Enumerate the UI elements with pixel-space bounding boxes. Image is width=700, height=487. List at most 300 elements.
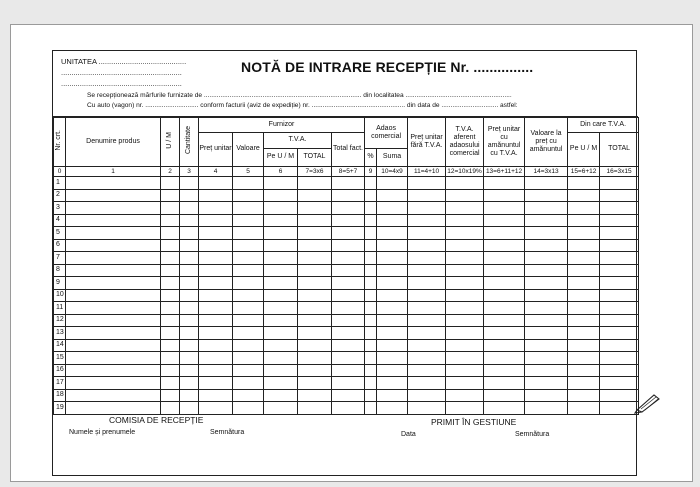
table-cell[interactable] (161, 327, 180, 340)
table-cell[interactable] (446, 389, 484, 402)
table-cell[interactable] (408, 189, 446, 202)
table-cell[interactable] (161, 252, 180, 265)
table-cell[interactable] (264, 364, 298, 377)
table-cell[interactable] (298, 214, 332, 227)
table-cell[interactable] (484, 264, 525, 277)
table-cell[interactable] (180, 252, 199, 265)
table-cell[interactable] (161, 277, 180, 290)
table-cell[interactable] (264, 239, 298, 252)
table-cell[interactable] (600, 364, 639, 377)
table-cell[interactable] (332, 389, 365, 402)
table-cell[interactable] (161, 364, 180, 377)
table-cell[interactable] (377, 202, 408, 215)
table-cell[interactable] (525, 202, 568, 215)
table-cell[interactable] (568, 277, 600, 290)
table-cell[interactable] (66, 302, 161, 315)
table-cell[interactable] (332, 202, 365, 215)
table-cell[interactable] (484, 189, 525, 202)
table-cell[interactable] (180, 352, 199, 365)
table-cell[interactable] (298, 202, 332, 215)
table-cell[interactable] (180, 239, 199, 252)
table-cell[interactable] (66, 352, 161, 365)
table-cell[interactable] (161, 377, 180, 390)
table-cell[interactable] (525, 377, 568, 390)
table-cell[interactable] (332, 377, 365, 390)
table-cell[interactable] (525, 289, 568, 302)
table-cell[interactable] (233, 289, 264, 302)
table-cell[interactable] (365, 302, 377, 315)
table-cell[interactable] (446, 364, 484, 377)
table-cell[interactable] (161, 339, 180, 352)
table-cell[interactable] (332, 227, 365, 240)
table-cell[interactable] (525, 327, 568, 340)
table-cell[interactable] (600, 227, 639, 240)
table-cell[interactable] (233, 264, 264, 277)
table-cell[interactable] (525, 277, 568, 290)
table-cell[interactable] (568, 314, 600, 327)
table-cell[interactable] (600, 214, 639, 227)
table-cell[interactable] (600, 339, 639, 352)
table-cell[interactable] (446, 377, 484, 390)
table-cell[interactable] (377, 277, 408, 290)
table-cell[interactable] (180, 214, 199, 227)
table-cell[interactable] (408, 339, 446, 352)
table-cell[interactable] (525, 339, 568, 352)
table-cell[interactable] (332, 327, 365, 340)
table-cell[interactable] (233, 389, 264, 402)
table-cell[interactable] (408, 302, 446, 315)
table-cell[interactable] (446, 214, 484, 227)
table-cell[interactable] (446, 402, 484, 415)
table-cell[interactable] (600, 264, 639, 277)
table-cell[interactable] (446, 189, 484, 202)
table-cell[interactable] (264, 289, 298, 302)
table-cell[interactable] (600, 177, 639, 190)
table-cell[interactable] (600, 402, 639, 415)
table-cell[interactable] (568, 402, 600, 415)
table-cell[interactable] (377, 402, 408, 415)
table-cell[interactable] (365, 314, 377, 327)
table-cell[interactable] (568, 177, 600, 190)
table-cell[interactable] (525, 352, 568, 365)
table-cell[interactable] (408, 227, 446, 240)
table-cell[interactable] (525, 389, 568, 402)
table-cell[interactable] (365, 177, 377, 190)
table-cell[interactable] (298, 177, 332, 190)
table-cell[interactable] (298, 277, 332, 290)
table-cell[interactable] (264, 277, 298, 290)
table-cell[interactable] (365, 352, 377, 365)
table-cell[interactable] (408, 177, 446, 190)
table-cell[interactable] (377, 252, 408, 265)
table-cell[interactable] (66, 252, 161, 265)
table-cell[interactable] (446, 202, 484, 215)
table-cell[interactable] (298, 239, 332, 252)
table-cell[interactable] (600, 352, 639, 365)
table-cell[interactable] (233, 402, 264, 415)
table-cell[interactable] (161, 389, 180, 402)
table-cell[interactable] (484, 339, 525, 352)
table-cell[interactable] (377, 227, 408, 240)
table-cell[interactable] (180, 277, 199, 290)
table-cell[interactable] (408, 252, 446, 265)
table-cell[interactable] (568, 239, 600, 252)
table-cell[interactable] (66, 402, 161, 415)
table-cell[interactable] (377, 302, 408, 315)
table-cell[interactable] (446, 177, 484, 190)
table-cell[interactable] (568, 352, 600, 365)
table-cell[interactable] (408, 264, 446, 277)
table-cell[interactable] (600, 189, 639, 202)
table-cell[interactable] (484, 227, 525, 240)
table-cell[interactable] (377, 389, 408, 402)
table-cell[interactable] (408, 377, 446, 390)
table-cell[interactable] (332, 289, 365, 302)
table-cell[interactable] (568, 302, 600, 315)
table-cell[interactable] (199, 252, 233, 265)
table-cell[interactable] (298, 189, 332, 202)
table-cell[interactable] (600, 389, 639, 402)
table-cell[interactable] (446, 277, 484, 290)
table-cell[interactable] (365, 189, 377, 202)
table-cell[interactable] (199, 227, 233, 240)
table-cell[interactable] (180, 264, 199, 277)
table-cell[interactable] (264, 377, 298, 390)
table-cell[interactable] (264, 264, 298, 277)
table-cell[interactable] (600, 202, 639, 215)
table-cell[interactable] (298, 327, 332, 340)
table-cell[interactable] (233, 252, 264, 265)
table-cell[interactable] (446, 352, 484, 365)
table-cell[interactable] (199, 364, 233, 377)
table-cell[interactable] (600, 289, 639, 302)
table-cell[interactable] (233, 214, 264, 227)
table-cell[interactable] (233, 327, 264, 340)
table-cell[interactable] (377, 339, 408, 352)
table-cell[interactable] (377, 289, 408, 302)
table-cell[interactable] (66, 277, 161, 290)
table-cell[interactable] (332, 214, 365, 227)
table-cell[interactable] (365, 277, 377, 290)
table-cell[interactable] (484, 364, 525, 377)
table-cell[interactable] (298, 314, 332, 327)
table-cell[interactable] (525, 189, 568, 202)
table-cell[interactable] (600, 314, 639, 327)
table-cell[interactable] (66, 189, 161, 202)
table-cell[interactable] (180, 364, 199, 377)
table-cell[interactable] (66, 389, 161, 402)
table-cell[interactable] (233, 339, 264, 352)
table-cell[interactable] (298, 389, 332, 402)
table-cell[interactable] (199, 239, 233, 252)
table-cell[interactable] (233, 364, 264, 377)
table-cell[interactable] (161, 289, 180, 302)
table-cell[interactable] (66, 364, 161, 377)
table-cell[interactable] (161, 314, 180, 327)
table-cell[interactable] (233, 377, 264, 390)
table-cell[interactable] (484, 239, 525, 252)
table-cell[interactable] (365, 402, 377, 415)
table-cell[interactable] (332, 402, 365, 415)
table-cell[interactable] (408, 402, 446, 415)
table-cell[interactable] (66, 377, 161, 390)
table-cell[interactable] (66, 289, 161, 302)
table-cell[interactable] (233, 314, 264, 327)
table-cell[interactable] (161, 402, 180, 415)
table-cell[interactable] (568, 214, 600, 227)
table-cell[interactable] (161, 227, 180, 240)
table-cell[interactable] (484, 302, 525, 315)
table-cell[interactable] (66, 227, 161, 240)
table-cell[interactable] (377, 264, 408, 277)
table-cell[interactable] (66, 314, 161, 327)
table-cell[interactable] (199, 277, 233, 290)
table-cell[interactable] (233, 227, 264, 240)
table-cell[interactable] (66, 264, 161, 277)
table-cell[interactable] (446, 302, 484, 315)
table-cell[interactable] (199, 314, 233, 327)
table-cell[interactable] (199, 202, 233, 215)
table-cell[interactable] (298, 302, 332, 315)
table-cell[interactable] (180, 339, 199, 352)
table-cell[interactable] (446, 339, 484, 352)
table-cell[interactable] (298, 289, 332, 302)
table-cell[interactable] (199, 327, 233, 340)
table-cell[interactable] (264, 402, 298, 415)
table-cell[interactable] (332, 302, 365, 315)
table-cell[interactable] (377, 214, 408, 227)
table-cell[interactable] (600, 327, 639, 340)
table-cell[interactable] (199, 389, 233, 402)
table-cell[interactable] (233, 352, 264, 365)
table-cell[interactable] (332, 189, 365, 202)
table-cell[interactable] (298, 264, 332, 277)
table-cell[interactable] (408, 202, 446, 215)
table-cell[interactable] (446, 289, 484, 302)
table-cell[interactable] (66, 177, 161, 190)
table-cell[interactable] (199, 189, 233, 202)
table-cell[interactable] (600, 252, 639, 265)
table-cell[interactable] (199, 377, 233, 390)
table-cell[interactable] (180, 202, 199, 215)
table-cell[interactable] (484, 214, 525, 227)
table-cell[interactable] (484, 402, 525, 415)
table-cell[interactable] (233, 189, 264, 202)
table-cell[interactable] (525, 214, 568, 227)
table-cell[interactable] (199, 214, 233, 227)
table-cell[interactable] (332, 352, 365, 365)
table-cell[interactable] (264, 339, 298, 352)
table-cell[interactable] (408, 314, 446, 327)
table-cell[interactable] (525, 364, 568, 377)
table-cell[interactable] (199, 177, 233, 190)
table-cell[interactable] (180, 227, 199, 240)
table-cell[interactable] (408, 214, 446, 227)
table-cell[interactable] (446, 227, 484, 240)
table-cell[interactable] (568, 339, 600, 352)
table-cell[interactable] (408, 389, 446, 402)
table-cell[interactable] (568, 264, 600, 277)
table-cell[interactable] (332, 252, 365, 265)
table-cell[interactable] (525, 239, 568, 252)
table-cell[interactable] (484, 352, 525, 365)
table-cell[interactable] (180, 327, 199, 340)
table-cell[interactable] (525, 252, 568, 265)
table-cell[interactable] (180, 189, 199, 202)
table-cell[interactable] (568, 364, 600, 377)
table-cell[interactable] (377, 364, 408, 377)
table-cell[interactable] (365, 264, 377, 277)
table-cell[interactable] (332, 177, 365, 190)
table-cell[interactable] (525, 302, 568, 315)
table-cell[interactable] (365, 339, 377, 352)
table-cell[interactable] (408, 364, 446, 377)
table-cell[interactable] (264, 352, 298, 365)
table-cell[interactable] (161, 264, 180, 277)
table-cell[interactable] (264, 202, 298, 215)
table-cell[interactable] (298, 227, 332, 240)
table-cell[interactable] (199, 264, 233, 277)
table-cell[interactable] (233, 302, 264, 315)
table-cell[interactable] (365, 377, 377, 390)
table-cell[interactable] (377, 189, 408, 202)
table-cell[interactable] (484, 377, 525, 390)
table-cell[interactable] (298, 377, 332, 390)
table-cell[interactable] (408, 327, 446, 340)
table-cell[interactable] (408, 239, 446, 252)
table-cell[interactable] (525, 264, 568, 277)
table-cell[interactable] (446, 327, 484, 340)
table-cell[interactable] (600, 239, 639, 252)
table-cell[interactable] (298, 352, 332, 365)
table-cell[interactable] (264, 252, 298, 265)
table-cell[interactable] (161, 177, 180, 190)
table-cell[interactable] (332, 264, 365, 277)
table-cell[interactable] (180, 389, 199, 402)
table-cell[interactable] (525, 402, 568, 415)
table-cell[interactable] (365, 239, 377, 252)
table-cell[interactable] (365, 202, 377, 215)
table-cell[interactable] (180, 289, 199, 302)
table-cell[interactable] (298, 252, 332, 265)
table-cell[interactable] (484, 277, 525, 290)
table-cell[interactable] (600, 377, 639, 390)
table-cell[interactable] (408, 352, 446, 365)
table-cell[interactable] (199, 339, 233, 352)
table-cell[interactable] (377, 327, 408, 340)
table-cell[interactable] (180, 402, 199, 415)
table-cell[interactable] (365, 364, 377, 377)
table-cell[interactable] (484, 314, 525, 327)
table-cell[interactable] (568, 189, 600, 202)
table-cell[interactable] (66, 214, 161, 227)
table-cell[interactable] (264, 214, 298, 227)
table-cell[interactable] (233, 177, 264, 190)
table-cell[interactable] (199, 402, 233, 415)
table-cell[interactable] (365, 252, 377, 265)
table-cell[interactable] (365, 389, 377, 402)
table-cell[interactable] (264, 389, 298, 402)
table-cell[interactable] (484, 389, 525, 402)
table-cell[interactable] (233, 202, 264, 215)
table-cell[interactable] (568, 252, 600, 265)
table-cell[interactable] (484, 252, 525, 265)
table-cell[interactable] (298, 364, 332, 377)
table-cell[interactable] (525, 314, 568, 327)
table-cell[interactable] (264, 189, 298, 202)
table-cell[interactable] (199, 302, 233, 315)
table-cell[interactable] (568, 327, 600, 340)
table-cell[interactable] (568, 389, 600, 402)
table-cell[interactable] (161, 202, 180, 215)
table-cell[interactable] (377, 239, 408, 252)
table-cell[interactable] (525, 227, 568, 240)
table-cell[interactable] (446, 252, 484, 265)
table-cell[interactable] (568, 377, 600, 390)
table-cell[interactable] (298, 402, 332, 415)
table-cell[interactable] (484, 327, 525, 340)
table-cell[interactable] (180, 302, 199, 315)
table-cell[interactable] (161, 352, 180, 365)
table-cell[interactable] (66, 202, 161, 215)
table-cell[interactable] (180, 177, 199, 190)
table-cell[interactable] (264, 227, 298, 240)
table-cell[interactable] (264, 314, 298, 327)
table-cell[interactable] (180, 377, 199, 390)
table-cell[interactable] (264, 302, 298, 315)
table-cell[interactable] (408, 289, 446, 302)
table-cell[interactable] (377, 177, 408, 190)
table-cell[interactable] (66, 339, 161, 352)
table-cell[interactable] (161, 239, 180, 252)
table-cell[interactable] (408, 277, 446, 290)
table-cell[interactable] (525, 177, 568, 190)
table-cell[interactable] (199, 352, 233, 365)
table-cell[interactable] (161, 189, 180, 202)
table-cell[interactable] (568, 227, 600, 240)
table-cell[interactable] (199, 289, 233, 302)
table-cell[interactable] (484, 202, 525, 215)
table-cell[interactable] (332, 339, 365, 352)
table-cell[interactable] (600, 302, 639, 315)
table-cell[interactable] (332, 364, 365, 377)
table-cell[interactable] (568, 202, 600, 215)
table-cell[interactable] (298, 339, 332, 352)
table-cell[interactable] (446, 239, 484, 252)
table-cell[interactable] (264, 177, 298, 190)
table-cell[interactable] (233, 277, 264, 290)
table-cell[interactable] (484, 177, 525, 190)
table-cell[interactable] (332, 314, 365, 327)
table-cell[interactable] (161, 214, 180, 227)
table-cell[interactable] (66, 239, 161, 252)
table-cell[interactable] (332, 277, 365, 290)
table-cell[interactable] (161, 302, 180, 315)
table-cell[interactable] (264, 327, 298, 340)
table-cell[interactable] (365, 289, 377, 302)
table-cell[interactable] (365, 327, 377, 340)
table-cell[interactable] (600, 277, 639, 290)
table-cell[interactable] (446, 314, 484, 327)
table-cell[interactable] (66, 327, 161, 340)
table-cell[interactable] (377, 352, 408, 365)
table-cell[interactable] (233, 239, 264, 252)
table-cell[interactable] (377, 377, 408, 390)
table-cell[interactable] (446, 264, 484, 277)
table-cell[interactable] (180, 314, 199, 327)
table-cell[interactable] (365, 214, 377, 227)
table-cell[interactable] (365, 227, 377, 240)
